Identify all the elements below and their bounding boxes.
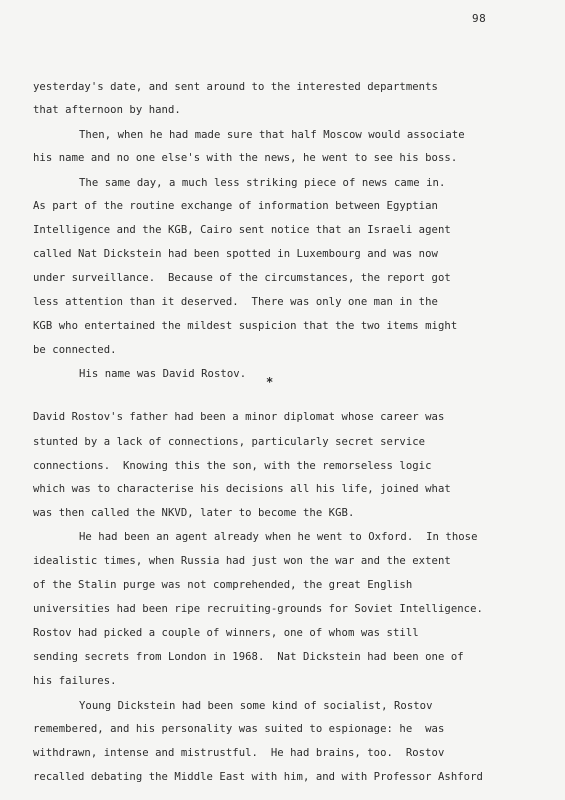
- text-line: connections. Knowing this the son, with the remorseless logic: [33, 460, 432, 472]
- page-number: 98: [472, 12, 487, 25]
- text-line: stunted by a lack of connections, particularly secret service: [33, 436, 426, 448]
- text-line: his name and no one else's with the news, he went to see his boss.: [33, 152, 458, 164]
- text-line: universities had been ripe recruiting-grounds for Soviet Intelligence.: [33, 603, 483, 615]
- text-line: sending secrets from London in 1968. Nat Dickstein had been one of: [33, 651, 464, 663]
- text-line: was then called the NKVD, later to become the KGB.: [33, 507, 355, 519]
- text-line: withdrawn, intense and mistrustful. He had brains, too. Rostov: [33, 747, 445, 759]
- text-line: yesterday's date, and sent around to the interested departments: [33, 81, 438, 93]
- text-line: remembered, and his personality was suited to espionage: he was: [33, 723, 445, 735]
- text-line: David Rostov's father had been a minor diplomat whose career was: [33, 411, 445, 423]
- text-line: which was to characterise his decisions all his life, joined what: [33, 483, 451, 495]
- text-line: be connected.: [33, 344, 117, 356]
- text-line: of the Stalin purge was not comprehended, the great English: [33, 579, 413, 591]
- text-line: recalled debating the Middle East with him, and with Professor Ashford: [33, 771, 483, 783]
- text-line: called Nat Dickstein had been spotted in Luxembourg and was now: [33, 248, 438, 260]
- text-line: Then, when he had made sure that half Moscow would associate: [79, 129, 465, 141]
- text-line: Young Dickstein had been some kind of socialist, Rostov: [79, 700, 433, 712]
- text-line: The same day, a much less striking piece of news came in.: [79, 177, 446, 189]
- text-line: less attention than it deserved. There was only one man in the: [33, 296, 438, 308]
- text-line: under surveillance. Because of the circumstances, the report got: [33, 272, 451, 284]
- text-line: Intelligence and the KGB, Cairo sent notice that an Israeli agent: [33, 224, 451, 236]
- text-line: that afternoon by hand.: [33, 104, 181, 116]
- text-line: Rostov had picked a couple of winners, one of whom was still: [33, 627, 419, 639]
- text-line: His name was David Rostov.: [79, 368, 247, 380]
- text-line: As part of the routine exchange of information between Egyptian: [33, 200, 438, 212]
- text-line: He had been an agent already when he went to Oxford. In those: [79, 531, 478, 543]
- text-line: idealistic times, when Russia had just won the war and the extent: [33, 555, 451, 567]
- text-line: KGB who entertained the mildest suspicion that the two items might: [33, 320, 458, 332]
- section-separator: *: [266, 375, 274, 389]
- text-line: his failures.: [33, 675, 117, 687]
